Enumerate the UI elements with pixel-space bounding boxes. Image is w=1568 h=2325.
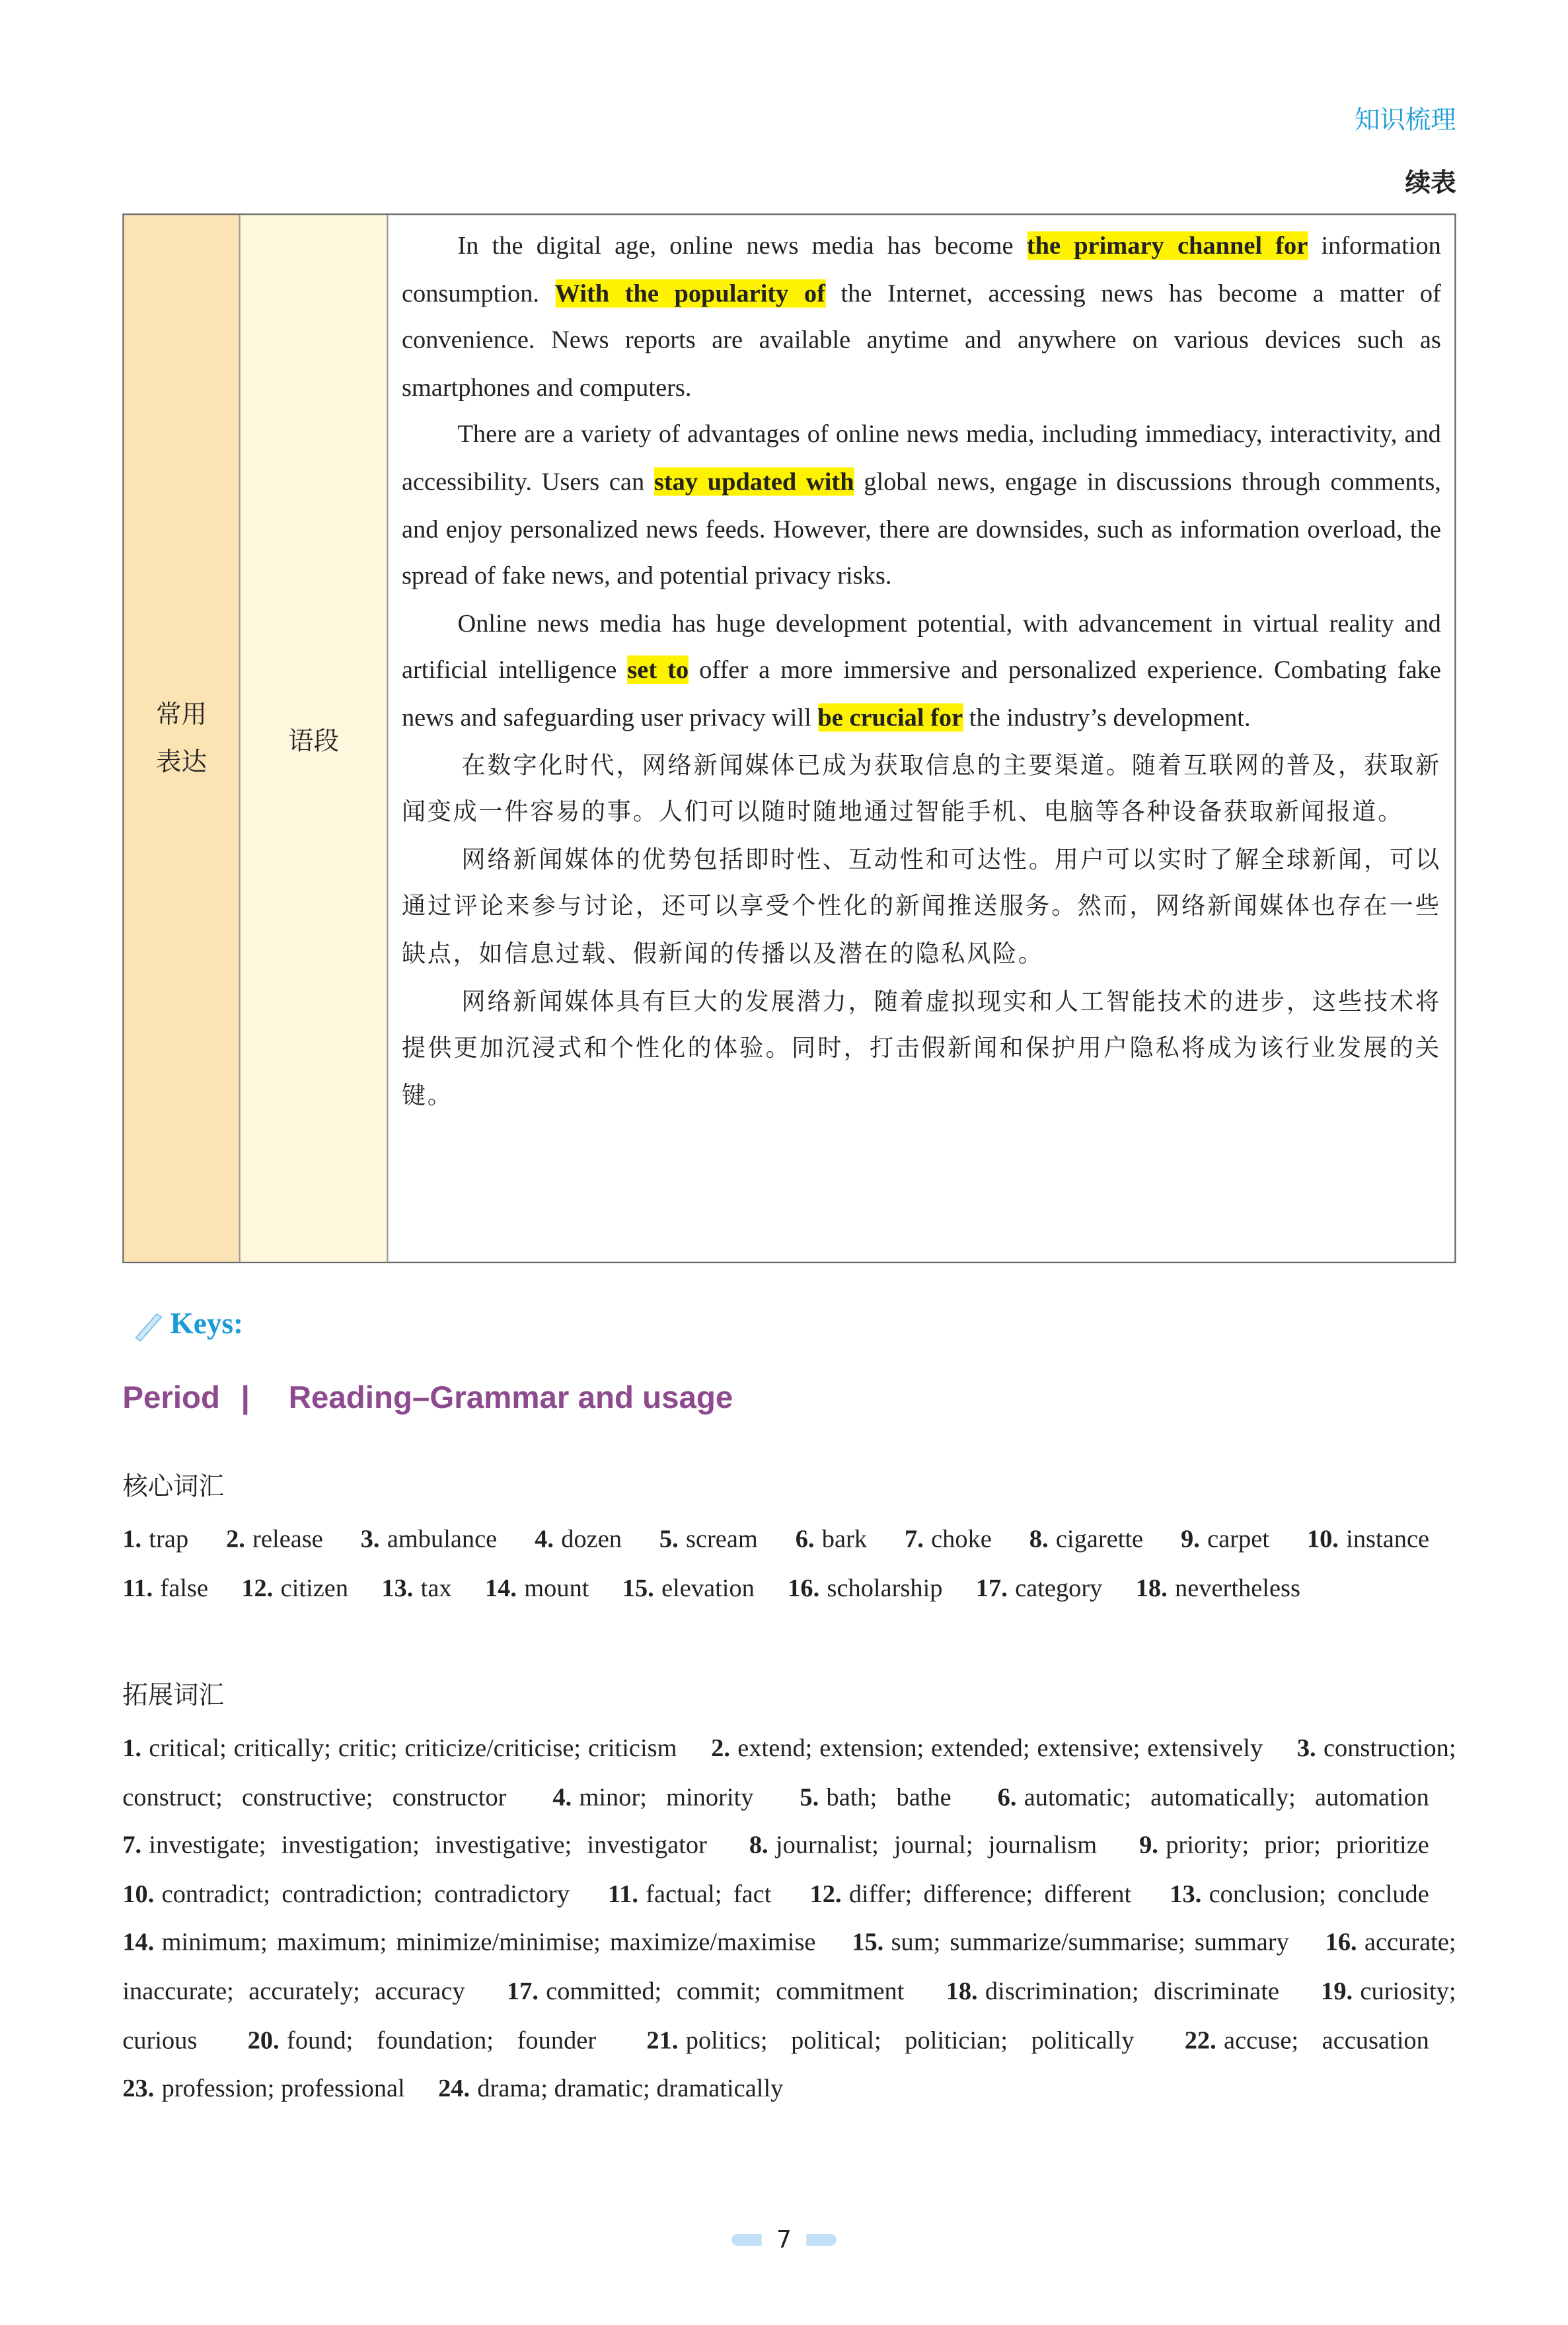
passage-text: In the digital age, online news media has become (457, 231, 1027, 260)
category-cell (124, 215, 241, 1261)
vocab-item (646, 2026, 1134, 2054)
vocab-number: 14. (484, 1573, 517, 1602)
period-label: Period (122, 1381, 221, 1416)
vocab-item (122, 1524, 188, 1553)
vocab-number: 12. (809, 1879, 842, 1908)
passage-paragraph-en (402, 600, 1441, 741)
vocab-item (361, 1524, 498, 1553)
vocab-word: accurate; inaccurate; accurately; accuracy (122, 1928, 1456, 2006)
vocab-number: 7. (122, 1831, 142, 1860)
vocab-word: journalist; journal; journalism (775, 1831, 1098, 1860)
vocab-word: bark (821, 1524, 868, 1553)
highlighted-expression: stay updated with (653, 467, 854, 496)
vocab-word: minor; minority (579, 1782, 754, 1811)
ext-vocab-list (122, 1724, 1456, 2114)
passage-paragraph-en (402, 223, 1441, 412)
vocab-word: release (252, 1524, 323, 1553)
highlighted-expression: With the popularity of (554, 278, 825, 307)
vocab-number: 23. (122, 2074, 155, 2103)
vocab-item (810, 1880, 1132, 1908)
vocab-word: priority; prior; prioritize (1166, 1831, 1429, 1860)
highlighted-expression: set to (627, 655, 689, 684)
vocab-item (998, 1783, 1429, 1811)
page-decor-left (731, 2233, 761, 2245)
passage-text: offer a more immersive and personalized experience. Combating fake news and safeguarding user privacy will (401, 655, 1441, 732)
vocab-item (711, 1734, 1263, 1762)
vocab-word: cigarette (1055, 1524, 1144, 1553)
vocab-number: 24. (438, 2074, 470, 2103)
vocab-word: scream (686, 1524, 758, 1553)
vocab-item (976, 1573, 1103, 1602)
vocab-number: 19. (1321, 1977, 1353, 2006)
vocab-word: conclusion; conclude (1209, 1879, 1429, 1908)
vocab-word: accuse; accusation (1224, 2025, 1429, 2054)
page-footer (0, 2225, 1568, 2253)
vocab-item (122, 1831, 707, 1859)
vocab-word: scholarship (827, 1573, 943, 1602)
vocab-item (241, 1573, 348, 1602)
vocab-item (796, 1524, 867, 1553)
vocab-word: committed; commit; commitment (546, 1977, 905, 2006)
highlighted-expression: the primary channel for (1026, 231, 1308, 260)
vocab-word: citizen (280, 1573, 349, 1602)
vocab-number: 13. (1170, 1879, 1202, 1908)
vocab-item (122, 2074, 404, 2102)
ext-vocab-heading: 拓展词汇 (122, 1681, 224, 1711)
core-vocab-heading: 核心词汇 (122, 1472, 224, 1502)
vocab-word: critical; critically; critic; criticize/criticise; criticism (149, 1733, 677, 1762)
vocab-item (852, 1929, 1289, 1957)
page-decor-right (807, 2233, 837, 2245)
vocab-word: elevation (661, 1573, 755, 1602)
vocab-number: 20. (247, 2025, 280, 2054)
vocab-word: mount (524, 1573, 589, 1602)
keys-heading (131, 1308, 243, 1343)
vocab-number: 14. (122, 1928, 155, 1957)
vocab-number: 16. (788, 1573, 820, 1602)
vocab-number: 2. (711, 1733, 730, 1762)
vocab-item (122, 1880, 570, 1908)
vocab-item (788, 1573, 942, 1602)
vocab-item (381, 1573, 451, 1602)
vocab-word: ambulance (387, 1524, 498, 1553)
vocab-item (122, 1734, 677, 1762)
vocab-word: carpet (1207, 1524, 1269, 1553)
vocab-word: curiosity; curious (122, 1977, 1456, 2054)
passage-paragraph-cn: 网络新闻媒体具有巨大的发展潜力，随着虚拟现实和人工智能技术的进步，这些技术将提供更加沉浸式和个性化的体验。同时，打击假新闻和保护用户隐私将成为该行业发展的关键。 (401, 986, 1441, 1109)
vocab-item (248, 2026, 596, 2054)
vocab-item (1307, 1524, 1429, 1553)
vocab-word: extend; extension; extended; extensive; extensively (737, 1733, 1263, 1762)
vocab-item (1136, 1573, 1300, 1602)
vocab-word: bath; bathe (826, 1782, 952, 1811)
vocab-word: drama; dramatic; dramatically (477, 2074, 784, 2103)
vocab-number: 11. (608, 1879, 638, 1908)
vocab-word: politics; political; politician; politically (685, 2025, 1135, 2054)
vocab-number: 22. (1184, 2025, 1216, 2054)
passage-paragraph-en (402, 411, 1441, 600)
passage-text: Online news media has huge development potential, with advancement in virtual reality and artificial intelligence (401, 609, 1441, 684)
vocab-word: contradict; contradiction; contradictory (161, 1879, 570, 1908)
vocab-number: 17. (506, 1977, 539, 2006)
vocab-number: 4. (535, 1524, 554, 1553)
passage-cell (389, 215, 1455, 1261)
vocab-number: 10. (122, 1879, 155, 1908)
vocab-item (1170, 1880, 1429, 1908)
vocab-word: found; foundation; founder (287, 2025, 597, 2054)
vocab-number: 16. (1325, 1928, 1357, 1957)
vocab-word: factual; fact (646, 1879, 772, 1908)
vocab-item (438, 2074, 783, 2102)
vocab-number: 15. (622, 1573, 654, 1602)
highlighted-expression: be crucial for (817, 703, 963, 732)
core-vocab-list (122, 1516, 1456, 1613)
passage-paragraph-cn: 网络新闻媒体的优势包括即时性、互动性和可达性。用户可以实时了解全球新闻，可以通过评论来参与讨论，还可以享受个性化的新闻推送服务。然而，网络新闻媒体也存在一些缺点，如信息过载、假新闻的传播以及潜在的隐私风险。 (401, 844, 1441, 968)
vocab-number: 5. (800, 1782, 819, 1811)
vocab-number: 7. (904, 1524, 924, 1553)
vocab-number: 2. (226, 1524, 245, 1553)
vocab-word: construction; construct; constructive; constructor (122, 1733, 1456, 1811)
vocab-item (1139, 1831, 1429, 1859)
period-separator: | (241, 1381, 250, 1416)
passage-text: information consumption. (401, 231, 1441, 307)
vocab-number: 8. (1029, 1524, 1049, 1553)
vocab-item (1185, 2026, 1429, 2054)
vocab-number: 11. (122, 1573, 153, 1602)
vocab-word: automatic; automatically; automation (1024, 1782, 1429, 1811)
vocab-number: 18. (946, 1977, 978, 2006)
section-tag: 知识梳理 (1354, 106, 1456, 136)
keys-label: Keys: (170, 1308, 244, 1341)
vocab-number: 6. (795, 1524, 815, 1553)
vocab-word: category (1015, 1573, 1103, 1602)
vocab-word: differ; difference; different (848, 1879, 1132, 1908)
vocab-item (1181, 1524, 1269, 1553)
type-cell (241, 215, 389, 1261)
vocab-number: 21. (646, 2025, 679, 2054)
vocab-item (608, 1880, 771, 1908)
vocab-item (122, 1929, 815, 1957)
vocab-item (800, 1783, 951, 1811)
vocab-number: 3. (1296, 1733, 1316, 1762)
vocab-word: instance (1346, 1524, 1430, 1553)
vocab-item (535, 1524, 622, 1553)
vocab-word: tax (420, 1573, 452, 1602)
vocab-number: 12. (241, 1573, 274, 1602)
vocab-item (946, 1977, 1279, 2005)
vocab-number: 1. (122, 1524, 142, 1553)
vocab-item (905, 1524, 992, 1553)
vocab-item (122, 1573, 208, 1602)
passage-text: global news, engage in discussions through comments, and enjoy personalized news feeds. However, there are downsides, such as information overload, the spread of fake news, and potential privacy risks. (401, 467, 1441, 591)
passage-text: There are a variety of advantages of online news media, including immediacy, interactivity, and accessibility. Users can (401, 420, 1441, 496)
vocab-word: sum; summarize/summarise; summary (891, 1928, 1289, 1957)
vocab-word: minimum; maximum; minimize/minimise; maximize/maximise (161, 1928, 816, 1957)
vocab-item (749, 1831, 1097, 1859)
vocab-item (507, 1977, 905, 2005)
vocab-item (552, 1783, 753, 1811)
period-title: Reading–Grammar and usage (288, 1381, 733, 1416)
vocab-word: investigate; investigation; investigative; investigator (149, 1831, 707, 1860)
vocab-number: 9. (1180, 1524, 1200, 1553)
vocab-item (622, 1573, 755, 1602)
vocab-number: 4. (552, 1782, 572, 1811)
vocab-number: 9. (1139, 1831, 1158, 1860)
page-number: 7 (776, 2225, 792, 2254)
vocab-number: 3. (360, 1524, 380, 1553)
vocab-number: 17. (975, 1573, 1008, 1602)
vocab-item (1029, 1524, 1143, 1553)
vocab-word: dozen (561, 1524, 622, 1553)
vocab-number: 1. (122, 1733, 142, 1762)
vocab-number: 8. (749, 1831, 768, 1860)
category-label: 常用表达 (156, 699, 207, 778)
vocab-word: nevertheless (1175, 1573, 1300, 1602)
expression-table (122, 213, 1456, 1263)
vocab-number: 13. (381, 1573, 414, 1602)
vocab-word: trap (149, 1524, 189, 1553)
type-label: 语段 (288, 727, 340, 757)
vocab-item (485, 1573, 589, 1602)
vocab-word: discrimination; discriminate (985, 1977, 1279, 2006)
pen-icon (131, 1309, 165, 1342)
vocab-number: 18. (1135, 1573, 1168, 1602)
passage-text: the Internet, accessing news has become a matter of convenience. News reports are available anytime and anywhere on various devices such as smartphones and computers. (401, 278, 1441, 402)
vocab-number: 5. (659, 1524, 679, 1553)
vocab-item (659, 1524, 758, 1553)
table-continued-label: 续表 (1405, 168, 1456, 199)
vocab-word: profession; professional (161, 2074, 405, 2103)
passage-paragraph-cn: 在数字化时代，网络新闻媒体已成为获取信息的主要渠道。随着互联网的普及，获取新闻变成一件容易的事。人们可以随时随地通过智能手机、电脑等各种设备获取新闻报道。 (401, 750, 1441, 827)
vocab-item (226, 1524, 323, 1553)
passage-text: the industry’s development. (963, 703, 1251, 732)
vocab-word: choke (931, 1524, 992, 1553)
period-heading (122, 1382, 733, 1417)
vocab-word: false (160, 1573, 209, 1602)
vocab-number: 15. (852, 1928, 884, 1957)
vocab-number: 6. (997, 1782, 1017, 1811)
vocab-number: 10. (1306, 1524, 1339, 1553)
